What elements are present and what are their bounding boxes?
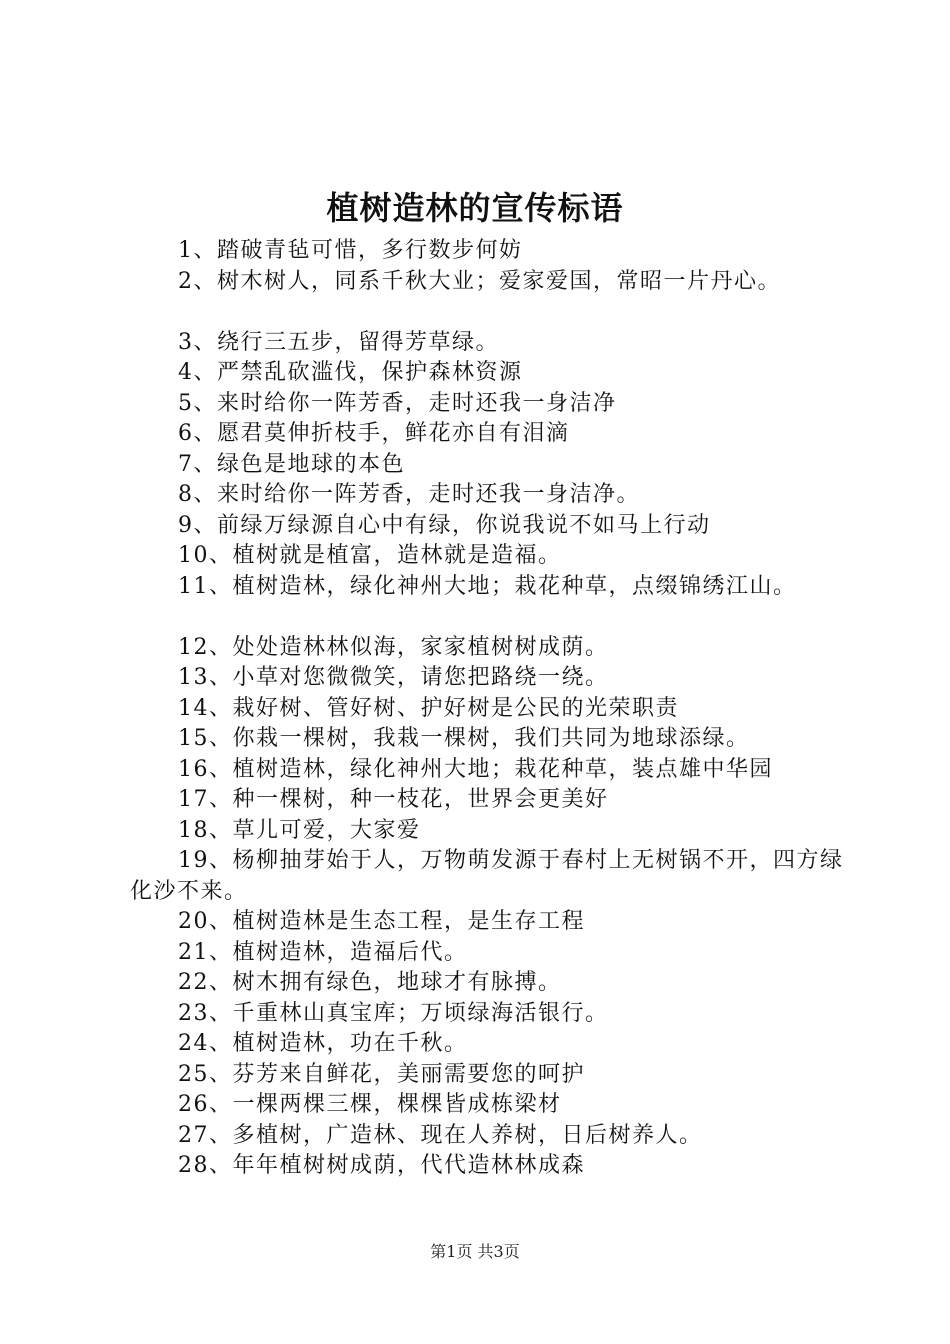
slogan-item: 20、植树造林是生态工程，是生存工程 xyxy=(178,909,585,934)
slogan-item: 7、绿色是地球的本色 xyxy=(178,451,405,477)
slogan-item: 10、植树就是植富，造林就是造福。 xyxy=(178,543,562,568)
slogan-list xyxy=(130,236,870,1182)
slogan-item: 18、草儿可爱，大家爱 xyxy=(178,817,421,843)
slogan-item: 1、踏破青毡可惜，多行数步何妨 xyxy=(178,238,523,263)
slogan-item: 23、千重林山真宝库；万顷绿海活银行。 xyxy=(178,1000,609,1026)
page-footer: 第1页 共3页 xyxy=(430,1242,520,1261)
slogan-item: 9、前绿万绿源自心中有绿，你说我说不如马上行动 xyxy=(178,512,711,538)
slogan-item: 2、树木树人，同系千秋大业；爱家爱国，常昭一片丹心。 xyxy=(178,268,781,294)
slogan-item: 14、栽好树、管好树、护好树是公民的光荣职责 xyxy=(178,695,679,721)
slogan-item: 26、一棵两棵三棵，棵棵皆成栋梁材 xyxy=(178,1092,562,1117)
slogan-item: 21、植树造林，造福后代。 xyxy=(178,939,468,965)
slogan-item: 16、植树造林，绿化神州大地；栽花种草，装点雄中华园 xyxy=(178,756,773,782)
slogan-item: 25、芬芳来自鲜花，美丽需要您的呵护 xyxy=(178,1061,585,1087)
slogan-item: 6、愿君莫伸折枝手，鲜花亦自有泪滴 xyxy=(178,421,570,446)
slogan-item: 5、来时给你一阵芳香，走时还我一身洁净 xyxy=(178,390,617,416)
slogan-item: 17、种一棵树，种一枝花，世界会更美好 xyxy=(178,787,609,812)
document-title: 植树造林的宣传标语 xyxy=(326,189,624,227)
slogan-item: 19、杨柳抽芽始于人，万物萌发源于春村上无树锅不开，四方绿化沙不来。 xyxy=(130,848,844,904)
slogan-item: 8、来时给你一阵芳香，走时还我一身洁净。 xyxy=(178,482,640,507)
slogan-item: 4、严禁乱砍滥伐，保护森林资源 xyxy=(178,360,523,385)
slogan-item: 22、树木拥有绿色，地球才有脉搏。 xyxy=(178,970,562,995)
slogan-item: 15、你栽一棵树，我栽一棵树，我们共同为地球添绿。 xyxy=(178,726,750,751)
slogan-item: 13、小草对您微微笑，请您把路绕一绕。 xyxy=(178,665,609,690)
slogan-item: 24、植树造林，功在千秋。 xyxy=(178,1031,468,1056)
slogan-item: 28、年年植树树成荫，代代造林林成森 xyxy=(178,1153,585,1178)
slogan-item: 11、植树造林，绿化神州大地；栽花种草，点缀锦绣江山。 xyxy=(178,573,797,599)
slogan-item: 12、处处造林林似海，家家植树树成荫。 xyxy=(178,634,609,660)
slogan-item: 3、绕行三五步，留得芳草绿。 xyxy=(178,329,499,355)
slogan-item: 27、多植树，广造林、现在人养树，日后树养人。 xyxy=(178,1122,703,1148)
